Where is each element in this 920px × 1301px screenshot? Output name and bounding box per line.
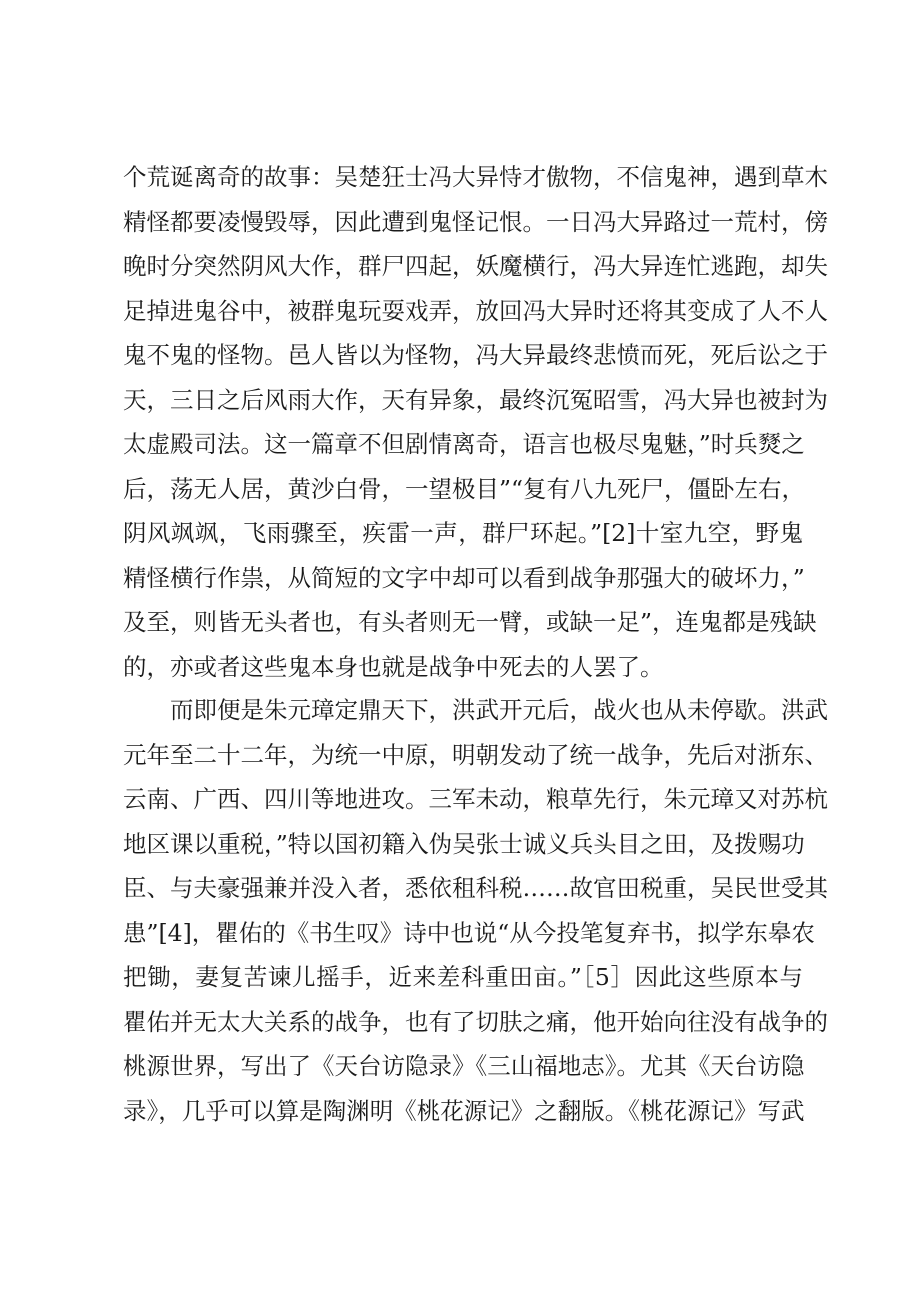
text-line: 天，三日之后风雨大作，天有异象，最终沉冤昭雪，冯大异也被封为 — [123, 385, 828, 414]
text-line: 个荒诞离奇的故事：吴楚狂士冯大异恃才傲物，不信鬼神，遇到草木 — [123, 163, 828, 191]
text-line: 晚时分突然阴风大作，群尸四起，妖魔横行，冯大异连忙逃跑，却失 — [123, 252, 828, 280]
text-line: 臣、与夫豪强兼并没入者，悉依租科税……故官田税重，吴民世受其 — [123, 874, 828, 902]
text-line: 元年至二十二年，为统一中原，明朝发动了统一战争，先后对浙东、 — [123, 740, 828, 769]
text-line: 录》，几乎可以算是陶渊明《桃花源记》之翻版。《桃花源记》写武 — [123, 1096, 805, 1125]
text-line: 精怪都要凌慢毁辱，因此遭到鬼怪记恨。一日冯大异路过一荒村，傍 — [123, 207, 828, 236]
text-line: 后，荡无人居，黄沙白骨，一望极目”“复有八九死尸，僵卧左右， — [123, 474, 806, 503]
text-line: 太虚殿司法。这一篇章不但剧情离奇，语言也极尽鬼魅，”时兵燹之 — [123, 430, 805, 458]
paragraph-1 — [123, 155, 828, 689]
paragraph-2 — [123, 688, 828, 1133]
text-line: 瞿佑并无太大关系的战争，也有了切肤之痛，他开始向往没有战争的 — [123, 1007, 828, 1036]
text-line: 足掉进鬼谷中，被群鬼玩耍戏弄，放回冯大异时还将其变成了人不人 — [123, 296, 828, 325]
text-line: 的，亦或者这些鬼本身也就是战争中死去的人罢了。 — [123, 652, 664, 681]
text-line: 地区课以重税，”特以国初籍入伪吴张士诚义兵头目之田，及拨赐功 — [123, 829, 805, 858]
text-line: 而即便是朱元璋定鼎天下，洪武开元后，战火也从未停歇。洪武 — [170, 696, 828, 724]
text-line: 把锄，妻复苦谏儿摇手，近来差科重田亩。”［5］因此这些原本与 — [123, 963, 803, 991]
text-line: 桃源世界，写出了《天台访隐录》《三山福地志》。尤其《天台访隐 — [123, 1052, 805, 1080]
text-line: 及至，则皆无头者也，有头者则无一臂，或缺一足”，连鬼都是残缺 — [123, 608, 817, 636]
text-line: 云南、广西、四川等地进攻。三军未动，粮草先行，朱元璋又对苏杭 — [123, 785, 828, 813]
text-line: 阴风飒飒，飞雨骤至，疾雷一声，群尸环起。”[2]十室九空，野鬼 — [123, 519, 803, 547]
text-line: 患”[4]，瞿佑的《书生叹》诗中也说“从今投笔复弃书，拟学东皋农 — [123, 918, 815, 947]
text-line: 精怪横行作祟，从简短的文字中却可以看到战争那强大的破坏力，” — [123, 563, 805, 592]
text-line: 鬼不鬼的怪物。邑人皆以为怪物，冯大异最终悲愤而死，死后讼之于 — [123, 341, 828, 369]
